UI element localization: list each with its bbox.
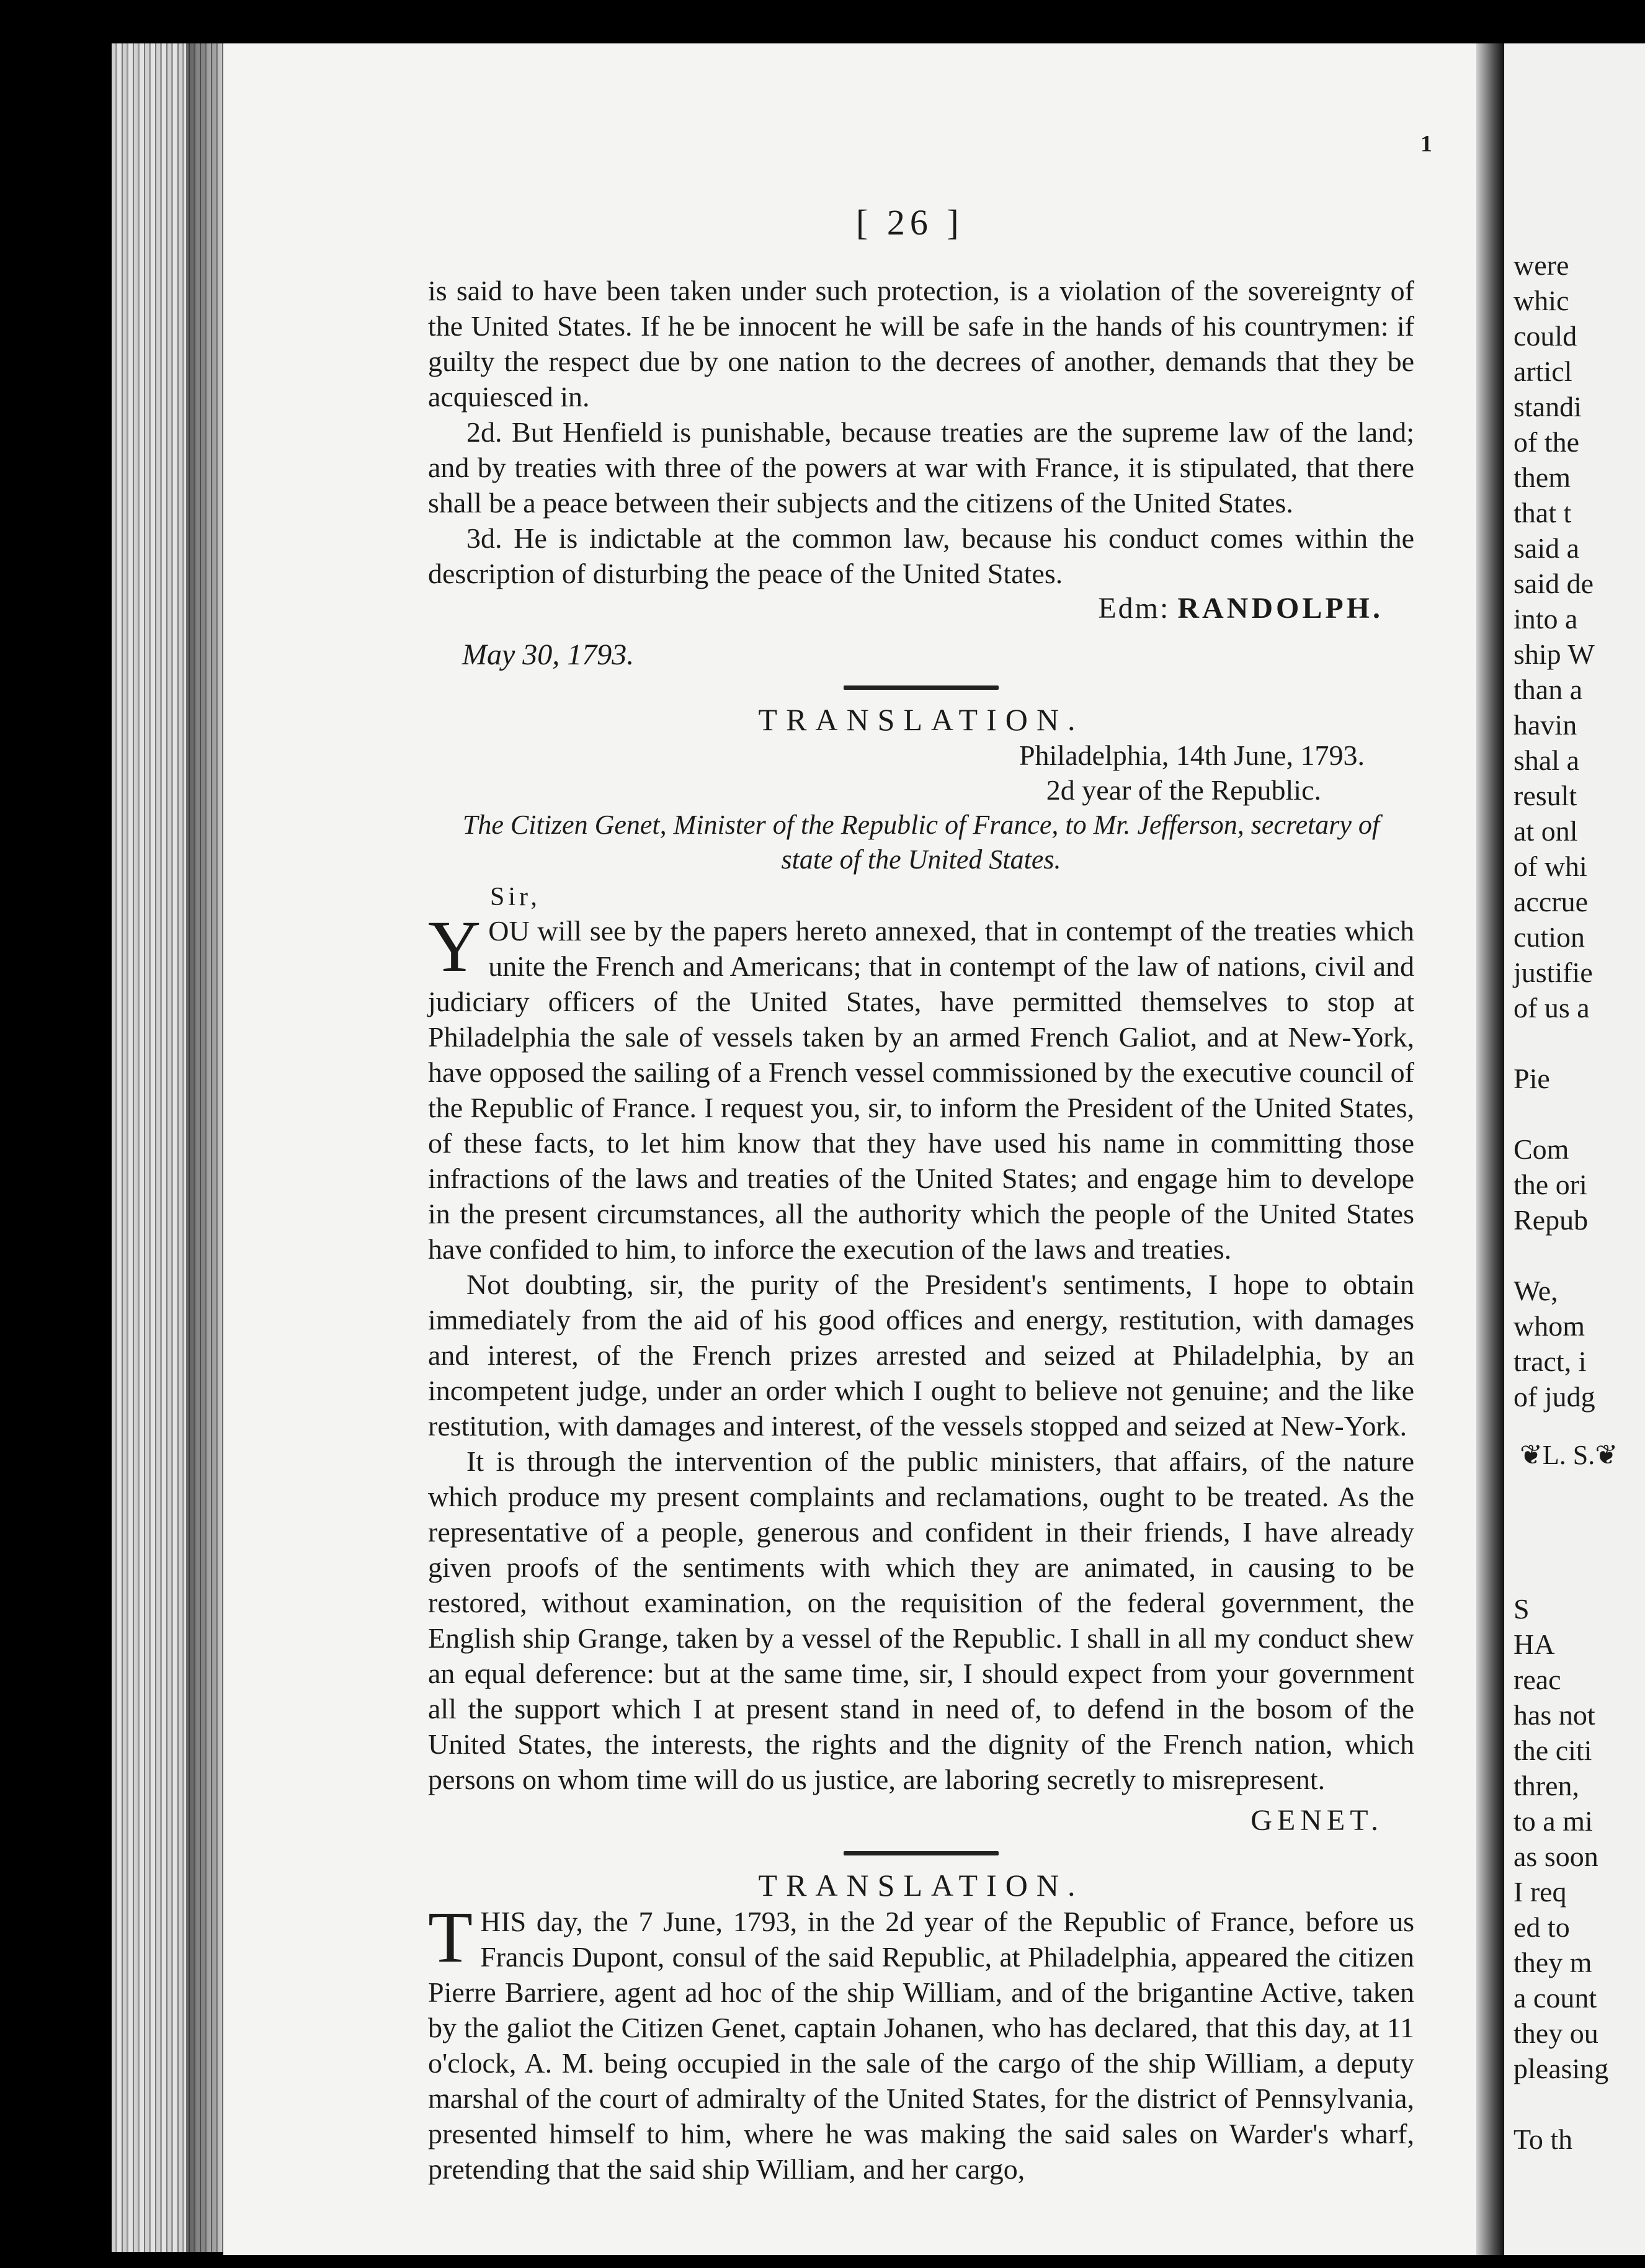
facing-page-line: HA — [1513, 1628, 1555, 1660]
genet-signature: GENET. — [1250, 1804, 1383, 1837]
randolph-paragraph-3: 3d. He is indictable at the common law, because his conduct comes within the description of disturbing the peace of the United States. — [428, 522, 1414, 589]
facing-page-line — [1513, 2087, 1608, 2122]
facing-page-line: shal a — [1513, 744, 1580, 776]
facing-page-line: Pie — [1513, 1063, 1550, 1094]
facing-page-line: accrue — [1513, 886, 1588, 917]
genet-paragraph-2: Not doubting, sir, the purity of the President's sentiments, I hope to obtain immediately from the aid of his good offices and energy, restitution, with damages and interest, of the French prizes arrested and seized at Philadelphia, by an incompetent judge, under an order which I ought to believe not genuine; and the like restitution, with damages and interest, of the vessels stopped and seized at New-York. — [428, 1269, 1414, 1442]
facing-page-line: as soon — [1513, 1841, 1598, 1872]
randolph-signature — [428, 591, 1383, 625]
randolph-paragraph-2: 2d. But Henfield is punishable, because treaties are the supreme law of the land; and by treaties with three of the powers at war with France, it is stipulated, that there shall be a peace between their subjects and the citizens of the United States. — [428, 416, 1414, 519]
facing-page-line: than a — [1513, 674, 1583, 705]
facing-page-line: Repub — [1513, 1204, 1589, 1236]
facing-page-line — [1513, 1486, 1608, 1521]
drop-cap-y: Y — [428, 906, 481, 987]
genet-paragraph-1-block — [428, 906, 1414, 1267]
book-gutter — [1476, 43, 1504, 2255]
facing-page-line: Com — [1513, 1133, 1569, 1165]
letter-caption: The Citizen Genet, Minister of the Republic of France, to Mr. Jefferson, secretary of state of the United States. — [462, 810, 1380, 875]
facing-page-line: of us a — [1513, 992, 1590, 1024]
signature-name: RANDOLPH. — [1177, 592, 1383, 625]
facing-page-line: they ou — [1513, 2017, 1598, 2049]
salutation: Sir, — [490, 883, 541, 911]
facing-page-line: said de — [1513, 568, 1594, 599]
facing-page-line: ed to — [1513, 1911, 1570, 1943]
genet-paragraph-3: It is through the intervention of the public ministers, that affairs, of the nature which produce my present complaints and reclamations, ought to be treated. As the representative of a people, generous and confident in their friends, I have already given proofs of the sentiments with which they are animated, in causing to be restored, without examination, on the requisition of the federal government, the English ship Grange, taken by a vessel of the Republic. I shall in all my conduct shew an equal deference: but at the same time, sir, I should expect from your government all the support which I at present stand in need of, to defend in the bosom of the United States, the interests, the rights and the dignity of the French nation, which persons on whom time will do us justice, are laboring secretly to misrepresent. — [428, 1445, 1414, 1795]
facing-page-line: of the — [1513, 426, 1580, 458]
facing-page-line: whic — [1513, 285, 1569, 316]
facing-page-line: a count — [1513, 1982, 1597, 2014]
page-content — [428, 273, 1414, 2187]
facing-page-line: has not — [1513, 1699, 1595, 1731]
drop-cap-t: T — [428, 1896, 473, 1978]
place-date-line: Philadelphia, 14th June, 1793. — [1019, 739, 1365, 771]
facing-page-line: justifie — [1513, 957, 1593, 988]
facing-page-line: them — [1513, 462, 1571, 493]
facing-page-line: at onl — [1513, 815, 1578, 847]
translation-heading-2: TRANSLATION. — [758, 1868, 1084, 1903]
facing-page-line: the citi — [1513, 1734, 1592, 1766]
section-divider-2 — [844, 1851, 999, 1855]
corner-mark: 1 — [1420, 131, 1432, 157]
randolph-date: May 30, 1793. — [462, 638, 635, 671]
section-divider — [844, 685, 999, 690]
facing-page-line: I req — [1513, 1876, 1567, 1908]
facing-page-line: were — [1513, 249, 1569, 281]
facing-page-line: that t — [1513, 497, 1572, 529]
facing-page-text-fragments — [1513, 248, 1608, 2158]
facing-page-line: they m — [1513, 1947, 1592, 1978]
facing-page-line: reac — [1513, 1664, 1561, 1695]
facing-page-line: tract, i — [1513, 1346, 1587, 1377]
facing-page-line: could — [1513, 320, 1577, 352]
facing-page-line: thren, — [1513, 1770, 1580, 1801]
seal-text: L. S. — [1542, 1440, 1595, 1470]
facing-page-line: articl — [1513, 355, 1572, 387]
dupont-paragraph-block — [428, 1896, 1414, 2187]
republic-year-line: 2d year of the Republic. — [1046, 774, 1321, 806]
translation-heading-1: TRANSLATION. — [758, 702, 1084, 737]
dupont-paragraph-1: HIS day, the 7 June, 1793, in the 2d year of the Republic of France, before us Francis Dupont, consul of the said Republic, at Philadelphia, appeared the citizen Pierre Barriere, agent ad hoc of the ship William, and of the brigantine Active, taken by the galiot the Citizen Genet, captain Johanen, who has declared, that this day, at 11 o'clock, A. M. being occupied in the sale of the cargo of the ship William, a deputy marshal of the court of admiralty of the United States, for the district of Pennsylvania, presented himself to him, where he was making the said sales on Warder's wharf, pretending that the said ship William, and her cargo, — [428, 1906, 1414, 2185]
facing-page-line: S — [1513, 1593, 1530, 1625]
facing-page-line: standi — [1513, 391, 1582, 422]
facing-page-line: the ori — [1513, 1169, 1587, 1200]
facing-page-line: pleasing — [1513, 2053, 1609, 2084]
facing-page-line: havin — [1513, 709, 1577, 741]
facing-page-line — [1513, 1521, 1608, 1556]
facing-page-line: of whi — [1513, 850, 1587, 882]
facing-page-line: To th — [1513, 2123, 1573, 2155]
randolph-paragraph-1: is said to have been taken under such protection, is a violation of the sovereignty of the United States. If he be innocent he will be safe in the hands of his countrymen: if guilty the respect due by one nation to the decrees of another, demands that they be acquiesced in. — [428, 275, 1414, 413]
genet-paragraph-1: OU will see by the papers hereto annexed, that in contempt of the treaties which unite the French and Americans; that in contempt of the law of nations, civil and judiciary officers of the United States, have permitted themselves to stop at Philadelphia the sale of vessels taken by an armed French Galiot, and at New-York, have opposed the sailing of a French vessel commissioned by the executive council of the Republic of France. I request you, sir, to inform the President of the United States, of these facts, to let him know that they have used his name in committing those infractions of the laws and treaties of the United States; and engage him to develope in the present circumstances, all the authority which the people of the United States have confided to him, to inforce the execution of the laws and treaties. — [428, 915, 1414, 1265]
facing-page-line: of judg — [1513, 1381, 1595, 1413]
facing-page-line — [1513, 1556, 1608, 1592]
facing-page-line: said a — [1513, 532, 1580, 564]
page-number: [ 26 ] — [856, 202, 964, 243]
facing-page-line — [1513, 1097, 1608, 1132]
facing-page-line: into a — [1513, 603, 1578, 635]
facing-page-line: We, — [1513, 1275, 1558, 1306]
facing-page-line — [1513, 1026, 1608, 1061]
facing-page-line: result — [1513, 780, 1577, 811]
facing-page-line — [1513, 1238, 1608, 1274]
facing-page-line: ship W — [1513, 638, 1595, 670]
facing-page-line: whom — [1513, 1310, 1585, 1342]
facing-page-line: cution — [1513, 921, 1585, 953]
facing-page-line: to a mi — [1513, 1805, 1593, 1837]
signature-prefix: Edm: — [1098, 592, 1170, 625]
seal-ornament: ❦L. S.❦ — [1520, 1440, 1618, 1470]
